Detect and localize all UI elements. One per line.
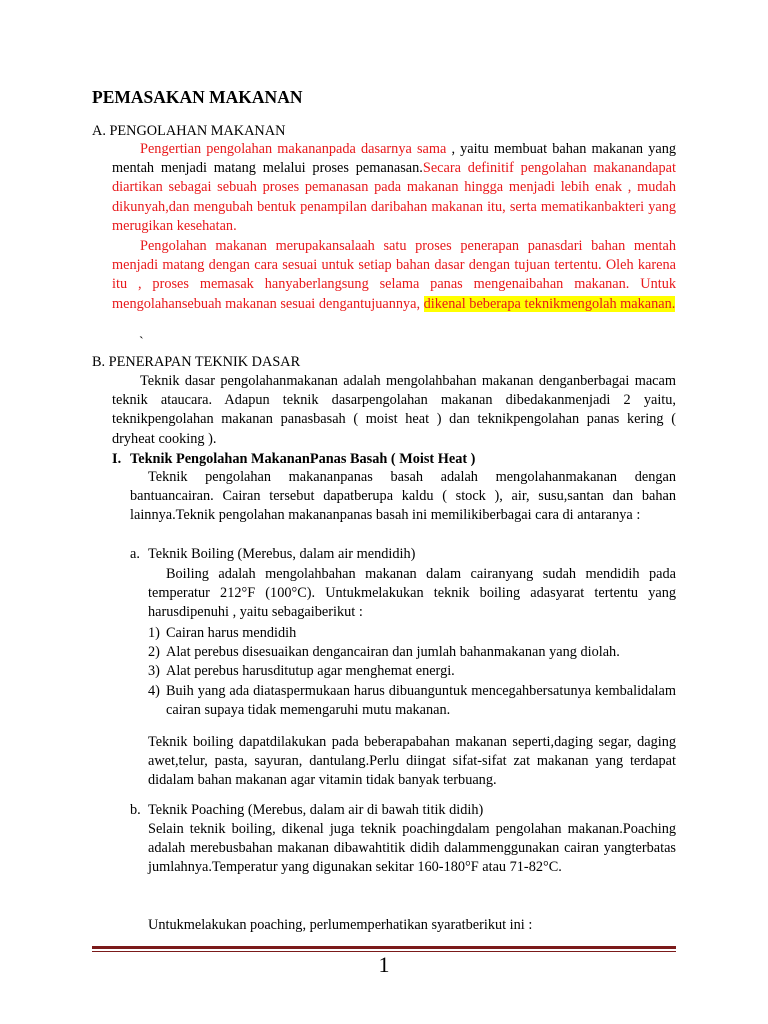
item-a-label: a. xyxy=(130,546,140,562)
item-b-title: Teknik Poaching (Merebus, dalam air di bawah titik didih) xyxy=(148,802,484,818)
list-item-text: Alat perebus harusditutup agar menghemat energi. xyxy=(166,663,455,680)
page-number: 1 xyxy=(378,952,390,977)
poaching-paragraph-2: Untukmelakukan poaching, perlumemperhatikan syaratberikut ini : xyxy=(148,917,533,933)
subsection-i-title: Teknik Pengolahan MakananPanas Basah ( Moist Heat ) xyxy=(130,451,476,467)
section-b-paragraph-1 xyxy=(112,372,676,449)
stray-backtick: ` xyxy=(139,335,144,350)
subsection-i-heading xyxy=(112,451,475,468)
list-item-number: 3) xyxy=(148,663,160,680)
definition-red-text-2: Secara definitif pengolahan makanandapat diartikan sebagai sebuah proses pemanasan pada makanan hingga menjadi lebih enak , mudah dikunyah,dan mengubah bentuk penampilan daribahan makanan itu, serta mematikanbakteri yang merugikan kesehatan. xyxy=(112,160,676,234)
highlighted-text: dikenal beberapa teknikmengolah makanan. xyxy=(423,295,676,312)
definition-black-text: , yaitu membuat bahan makanan yang mentah menjadi matang melalui proses pemanasan. xyxy=(112,141,676,177)
item-b-heading xyxy=(130,802,483,819)
processing-red-text: Pengolahan makanan merupakansalaah satu proses penerapan panasdari bahan mentah menjadi matang dengan cara sesuai untuk setiap bahan dasar dengan tujuan tertentu. Oleh karena itu , proses memasak hanyaberlangsung selama panas mengenaibahan makanan. Untuk mengolahansebuah makanan sesuai dengantujuannya, xyxy=(112,238,676,312)
section-b-heading: B. PENERAPAN TEKNIK DASAR xyxy=(92,354,301,370)
section-a-paragraph-2 xyxy=(112,237,676,314)
poaching-paragraph-1: Selain teknik boiling, dikenal juga teknik poachingdalam pengolahan makanan.Poaching adalah merebusbahan makanan dibawahtitik didih dalammenggunakan cairan yangterbatas jumlahnya.Temperatur yang digunakan sekitar 160-180°F atau 71-82°C. xyxy=(148,821,676,876)
item-a-title: Teknik Boiling (Merebus, dalam air mendidih) xyxy=(148,546,416,562)
list-item xyxy=(148,682,676,720)
document-title: PEMASAKAN MAKANAN xyxy=(92,87,303,107)
section-b-paragraph-1-text: Teknik dasar pengolahanmakanan adalah mengolahbahan makanan denganberbagai macam teknik ataucara. Adapun teknik dasarpengolahan makanan dibedakanmenjadi 2 yaitu, teknikpengolahan makanan panasbasah ( moist heat ) dan teknikpengolahan panas kering ( dryheat cooking ). xyxy=(112,373,676,447)
section-a-paragraph-1 xyxy=(112,140,676,236)
list-item-number: 2) xyxy=(148,644,160,661)
list-item-text: Alat perebus disesuaikan dengancairan dan jumlah bahanmakanan yang diolah. xyxy=(166,644,620,661)
list-item-text: Cairan harus mendidih xyxy=(166,625,297,641)
boiling-requirements-list xyxy=(148,624,676,720)
list-item xyxy=(148,662,676,681)
section-a-heading: A. PENGOLAHAN MAKANAN xyxy=(92,123,286,139)
boiling-paragraph-1-text: Boiling adalah mengolahbahan makanan dalam cairanyang sudah mendidih pada temperatur 212°F (100°C). Untukmelakukan teknik boiling adasyarat tertentu yang harusdipenuhi , yaitu sebagaiberikut : xyxy=(148,566,676,621)
list-item-number: 1) xyxy=(148,625,160,641)
list-item xyxy=(148,643,676,662)
subsection-i-number: I. xyxy=(112,451,122,467)
subsection-i-paragraph xyxy=(130,468,676,526)
footer-rule-thick xyxy=(92,946,676,949)
list-item-text: Buih yang ada diataspermukaan harus dibuanguntuk mencegahbersatunya kembalidalam cairan supaya tidak memengaruhi mutu makanan. xyxy=(166,682,676,718)
list-item xyxy=(148,624,676,643)
subsection-i-paragraph-text: Teknik pengolahan makananpanas basah adalah mengolahanmakanan dengan bantuancairan. Cairan tersebut dapatberupa kaldu ( stock ), air, susu,santan dan bahan lainnya.Teknik pengolahan makananpanas basah ini memilikiberbagai cara di antaranya : xyxy=(130,469,676,524)
definition-red-text-1: Pengertian pengolahan makananpada dasarnya sama xyxy=(140,141,447,157)
boiling-paragraph-1 xyxy=(148,565,676,623)
item-b-label: b. xyxy=(130,802,141,818)
item-a-heading xyxy=(130,546,415,563)
list-item-number: 4) xyxy=(148,682,160,699)
boiling-paragraph-2: Teknik boiling dapatdilakukan pada beberapabahan makanan seperti,daging segar, daging awet,telur, pasta, sayuran, dantulang.Perlu diingat sifat-sifat zat makanan yang terdapat didalam bahan makanan agar vitamin tidak banyak terbuang. xyxy=(148,734,676,789)
